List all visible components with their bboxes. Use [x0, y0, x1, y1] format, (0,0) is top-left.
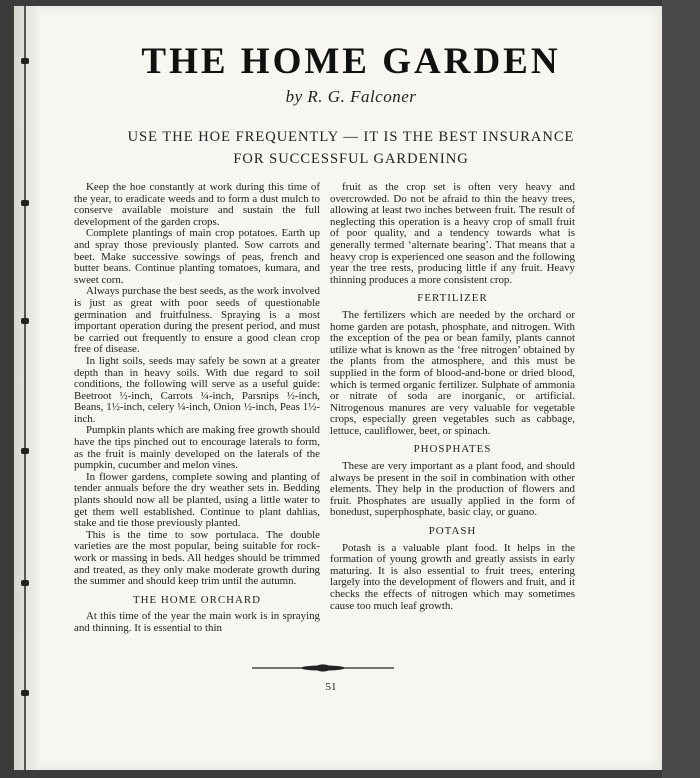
ornament-divider: [252, 663, 394, 673]
paragraph: Complete plantings of main crop potatoes. Earth up and spray those previously planted. Sow carrots and beet. Make successive sowings of peas, french and butter beans. Continue planting tomatoes, kumara, and sweet corn.: [74, 227, 320, 286]
article-byline: by R. G. Falconer: [285, 87, 417, 106]
paragraph: The fertilizers which are needed by the orchard or home garden are potash, phosphate, and nitrogen. With the exception of the pea or bean family, plants cannot utilize what is known as the ‘free nitrogen’ obtained by the plants from the atmosphere, and this must be supplied in the form of blood-and-bone or dried blood, which is termed organic fertilizer. Sulphate of ammonia or nitrate of soda are inorganic, or artificial. Nitrogenous manures are very valuable for vegetable crops, especially green vegetables such as cabbage, lettuce, cauliflower, beet, or spinach.: [330, 308, 575, 437]
section-heading-phosphates: PHOSPHATES: [413, 443, 492, 456]
article-title: THE HOME GARDEN: [141, 41, 561, 82]
paragraph: At this time of the year the main work is in spraying and thinning. It is essential to thin: [74, 610, 320, 634]
paragraph: This is the time to sow portulaca. The double varieties are the most popular, being suitable for rock-work or massing in beds. All hedges should be trimmed and treated, as they only make moderate growth during the summer and should keep trim until the autumn.: [74, 528, 320, 588]
subtitle-line-1: USE THE HOE FREQUENTLY — IT IS THE BEST INSURANCE: [127, 129, 575, 145]
paragraph: These are very important as a plant food, and should always be present in the soil in combination with other elements. They help in the production of flowers and fruit. Phosphates are usually applied in the form of bonedust, superphosphate, basic clay, or guano.: [330, 460, 575, 519]
text-column-left: [74, 182, 320, 635]
paragraph: Keep the hoe constantly at work during this time of the year, to eradicate weeds and to form a dust mulch to conserve available moisture and sustain the full development of the garden crops.: [74, 181, 320, 228]
binding-thread: [24, 6, 26, 770]
scan-right-edge: [662, 0, 700, 778]
binding-stitch: [21, 448, 29, 454]
binding-stitch: [21, 580, 29, 586]
paragraph: Pumpkin plants which are making free growth should have the tips pinched out to encourage laterals to form, as the fruit is mainly developed on the laterals of the pumpkin, cucumber and melon vines.: [74, 424, 320, 472]
binding-stitch: [21, 58, 29, 64]
subtitle-line-2: FOR SUCCESSFUL GARDENING: [233, 151, 469, 167]
binding-stitch: [21, 318, 29, 324]
article-subtitle: [60, 126, 642, 170]
page-number: 51: [325, 681, 337, 693]
paragraph: Always purchase the best seeds, as the work involved is just as great with poor seeds of questionable germination and fruitfulness. Spraying is a most important operation during the present period, and must be carried out frequently to ensure a good clean crop free of disease.: [74, 285, 320, 356]
binding-stitch: [21, 200, 29, 206]
paragraph: fruit as the crop set is often very heavy and overcrowded. Do not be afraid to thin the heavy trees, allowing at least two inches between fruit. The result of neglecting this operation is a heavy crop of small fruit of poor quality, and a tendency towards what is generally termed ‘alternate bearing’. That means that a heavy crop is experienced one season and the following year the tree rests, producing little if any fruit. Heavy thinning produces a more consistent crop.: [330, 181, 575, 286]
text-column-right: [330, 182, 575, 612]
paragraph: In light soils, seeds may safely be sown at a greater depth than in heavy soils. With due regard to soil conditions, the following will serve as a useful guide: Beetroot ½-inch, Carrots ¼-inch, Parsnips ½-inch, Beans, 1½-inch, celery ¼-inch, Onion ½-inch, Peas 1½-inch.: [74, 354, 320, 425]
paragraph: In flower gardens, complete sowing and planting of tender annuals before the dry weather sets in. Bedding plants should now all be planted, using a little water to get them well established. Continue to plant dahlias, stake and tie those previously planted.: [74, 470, 320, 530]
section-heading-orchard: THE HOME ORCHARD: [133, 593, 261, 606]
page-spine: [14, 6, 40, 770]
section-heading-fertilizer: FERTILIZER: [417, 292, 488, 305]
paragraph: Potash is a valuable plant food. It helps in the formation of young growth and greatly assists in early maturing. It is also essential to fruit trees, entering largely into the development of flowers and fruit, and it checks the effects of nitrogen which may sometimes cause too much leaf growth.: [330, 541, 575, 612]
binding-stitch: [21, 690, 29, 696]
section-heading-potash: POTASH: [428, 525, 477, 538]
